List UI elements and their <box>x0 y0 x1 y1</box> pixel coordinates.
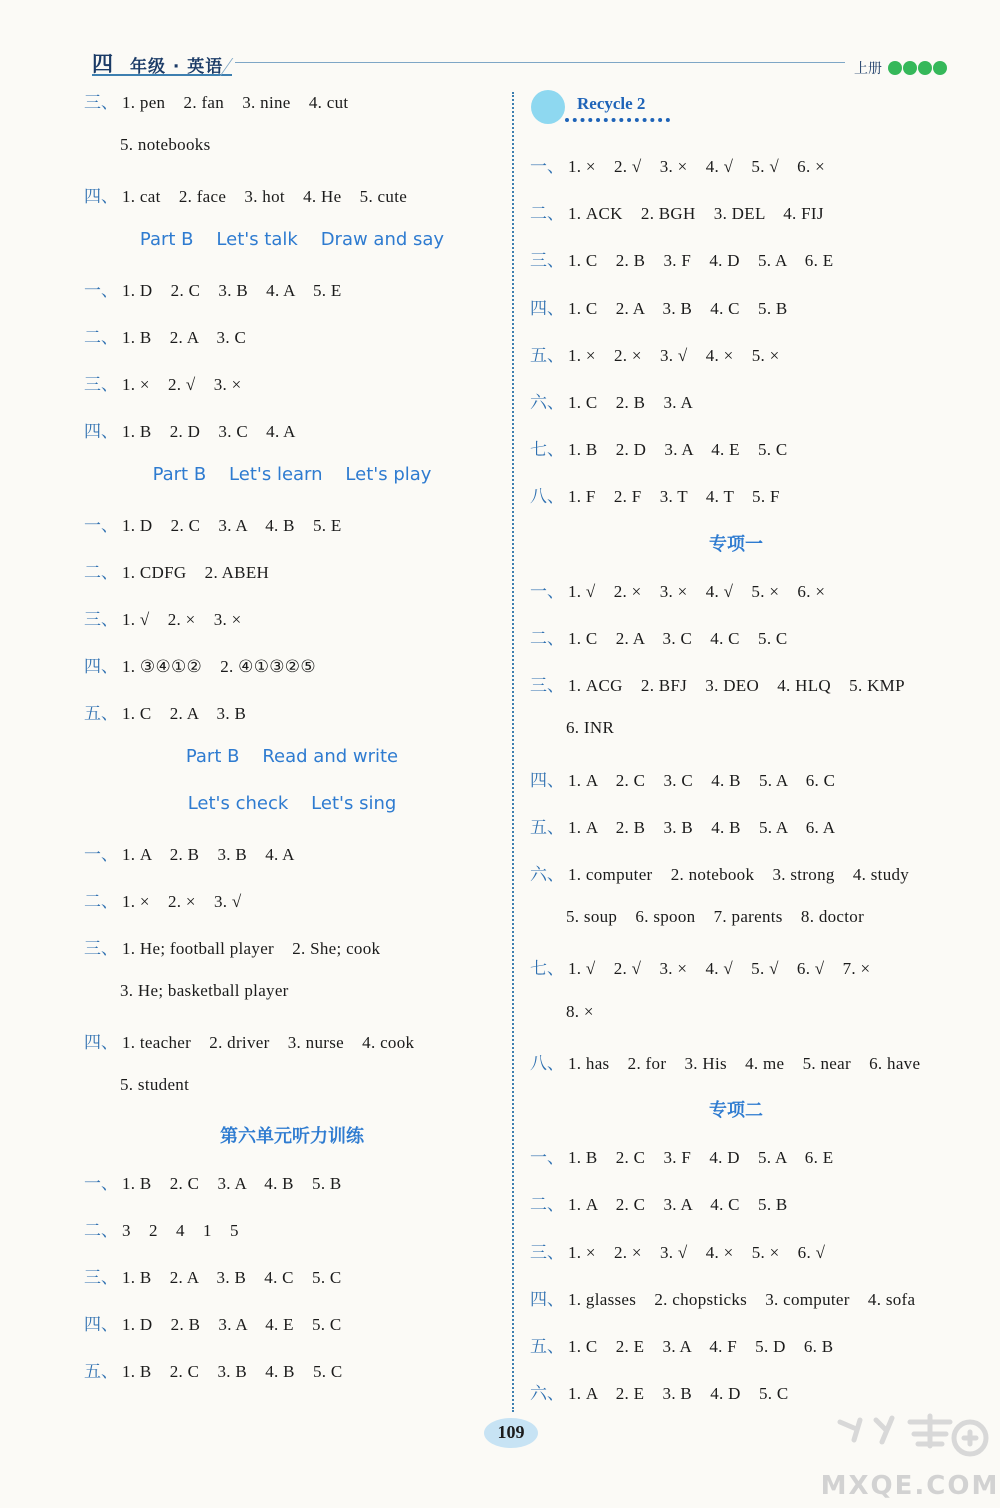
answer-text: 8. × <box>566 1001 594 1021</box>
question-number: 五、 <box>530 1337 564 1357</box>
question-number: 二、 <box>84 328 118 348</box>
answer-line <box>530 435 788 460</box>
question-number: 三、 <box>530 251 564 272</box>
answer-text: 1. D 2. C 3. B 4. A 5. E <box>122 281 342 300</box>
question-number: 四、 <box>84 1033 118 1053</box>
section-heading: Part B Read and write <box>185 746 399 767</box>
answer-text: 1. CDFG 2. ABEH <box>122 563 270 582</box>
answer-line <box>84 1169 342 1194</box>
answer-line <box>530 624 788 649</box>
answer-text: 1. A 2. C 3. C 4. B 5. A 6. C <box>568 770 836 790</box>
answer-line <box>530 246 833 271</box>
watermark-text: MXQE.COM <box>820 1471 1000 1501</box>
answer-line <box>530 1379 788 1404</box>
question-number: 一、 <box>84 845 118 865</box>
question-number: 四、 <box>84 657 118 677</box>
question-number: 五、 <box>530 817 564 838</box>
answer-text: 1. D 2. C 3. A 4. B 5. E <box>122 516 342 535</box>
answer-line <box>84 1357 343 1382</box>
question-number: 六、 <box>530 865 564 885</box>
recycle-title: Recycle 2 <box>577 94 646 113</box>
question-number: 八、 <box>530 487 564 508</box>
answer-text: 1. B 2. A 3. C <box>122 328 247 347</box>
section-heading: 专项一 <box>709 533 763 555</box>
answer-text: 1. A 2. E 3. B 4. D 5. C <box>568 1384 789 1404</box>
question-number: 三、 <box>84 939 118 959</box>
answer-line <box>566 718 614 738</box>
answer-text: 1. glasses 2. chopsticks 3. computer 4. sofa <box>568 1289 916 1309</box>
question-number: 五、 <box>84 704 118 724</box>
answer-text: 1. C 2. E 3. A 4. F 5. D 6. B <box>568 1337 834 1356</box>
answer-text: 1. B 2. C 3. A 4. B 5. B <box>122 1174 342 1193</box>
question-number: 八、 <box>530 1053 564 1074</box>
answer-text: 1. ACK 2. BGH 3. DEL 4. FIJ <box>568 204 824 224</box>
section-heading: 第六单元听力训练 <box>220 1126 364 1147</box>
answer-line <box>530 1190 788 1215</box>
answer-text: 5. soup 6. spoon 7. parents 8. doctor <box>566 907 865 927</box>
answer-line <box>84 1263 342 1288</box>
question-number: 一、 <box>84 516 118 536</box>
subject-label: 年级 · 英语 <box>130 57 224 77</box>
volume-dots-icon <box>888 61 947 75</box>
answer-line <box>84 182 407 207</box>
question-number: 三、 <box>84 93 118 113</box>
answer-line <box>84 417 296 442</box>
answer-text: 1. B 2. A 3. B 4. C 5. C <box>122 1268 342 1287</box>
answer-line <box>530 1143 833 1168</box>
answer-text: 1. has 2. for 3. His 4. me 5. near 6. have <box>568 1053 921 1073</box>
answer-text: 3 2 4 1 5 <box>122 1221 239 1240</box>
question-number: 四、 <box>530 298 564 319</box>
answer-text: 5. notebooks <box>120 135 211 154</box>
answer-text: 1. ACG 2. BFJ 3. DEO 4. HLQ 5. KMP <box>568 676 905 696</box>
answer-line <box>530 1049 920 1074</box>
column-divider <box>512 92 514 1412</box>
question-number: 三、 <box>84 610 118 630</box>
answer-line <box>530 482 780 507</box>
watermark-logo <box>820 1410 1000 1502</box>
question-number: 二、 <box>530 629 564 649</box>
recycle-dotted-underline <box>565 118 670 122</box>
answer-line <box>530 152 825 177</box>
question-number: 五、 <box>530 345 564 366</box>
answer-text: 1. × 2. √ 3. × 4. √ 5. √ 6. × <box>568 157 825 176</box>
answer-text: 1. √ 2. × 3. × <box>122 610 242 629</box>
section-heading: 专项二 <box>709 1100 763 1121</box>
question-number: 六、 <box>530 393 564 413</box>
answer-text: 1. C 2. A 3. B 4. C 5. B <box>568 298 788 318</box>
question-number: 七、 <box>530 440 564 461</box>
answer-text: 1. teacher 2. driver 3. nurse 4. cook <box>122 1033 415 1052</box>
answer-text: 1. × 2. × 3. √ 4. × 5. × 6. √ <box>568 1242 826 1262</box>
question-number: 一、 <box>530 581 564 602</box>
question-number: 三、 <box>84 375 118 395</box>
answer-text: 1. A 2. B 3. B 4. A <box>122 845 295 864</box>
answer-line <box>120 981 289 1001</box>
section-heading: Part B Let's learn Let's play <box>152 464 432 485</box>
question-number: 一、 <box>84 1174 118 1194</box>
answer-line <box>84 699 246 724</box>
answer-text: 1. B 2. D 3. A 4. E 5. C <box>568 440 788 460</box>
answer-line <box>530 294 788 319</box>
answer-text: 1. B 2. C 3. F 4. D 5. A 6. E <box>568 1148 834 1168</box>
answer-text: 3. He; basketball player <box>120 981 289 1000</box>
question-number: 一、 <box>530 157 564 177</box>
question-number: 三、 <box>84 1268 118 1288</box>
answer-text: 1. F 2. F 3. T 4. T 5. F <box>568 487 780 507</box>
answer-line <box>530 1332 833 1357</box>
question-number: 二、 <box>84 892 118 912</box>
answer-line <box>84 88 348 113</box>
question-number: 二、 <box>84 1221 118 1241</box>
header-underline <box>92 74 232 76</box>
answer-line <box>84 1310 342 1335</box>
header-rule <box>235 62 845 63</box>
question-number: 二、 <box>530 1195 564 1216</box>
answer-text: 1. × 2. × 3. √ <box>122 892 242 911</box>
answer-text: 1. B 2. D 3. C 4. A <box>122 422 296 441</box>
answer-line <box>530 954 870 979</box>
answer-text: 1. × 2. × 3. √ 4. × 5. × <box>568 345 780 365</box>
answer-line <box>530 860 909 885</box>
answer-text: 1. computer 2. notebook 3. strong 4. study <box>568 865 910 884</box>
answer-line <box>84 558 269 583</box>
answer-line <box>84 887 242 912</box>
answer-line <box>530 388 693 413</box>
answer-line <box>530 1285 915 1310</box>
section-heading: Part B Let's talk Draw and say <box>139 229 445 250</box>
answer-line <box>530 1238 825 1263</box>
answer-line <box>530 766 835 791</box>
question-number: 四、 <box>530 770 564 791</box>
answer-line <box>530 577 825 602</box>
question-number: 五、 <box>84 1362 118 1382</box>
answer-text: 1. × 2. √ 3. × <box>122 375 242 394</box>
answer-text: 1. C 2. A 3. C 4. C 5. C <box>568 629 788 648</box>
answer-text: 1. B 2. C 3. B 4. B 5. C <box>122 1362 343 1381</box>
question-number: 三、 <box>530 676 564 697</box>
answer-text: 1. C 2. B 3. A <box>568 393 694 412</box>
volume-label: 上册 <box>854 61 882 77</box>
question-number: 一、 <box>530 1148 564 1169</box>
question-number: 四、 <box>84 422 118 442</box>
question-number: 六、 <box>530 1384 564 1405</box>
answer-line <box>84 511 342 536</box>
answer-line <box>84 652 316 677</box>
answer-line <box>84 605 242 630</box>
answer-text: 1. He; football player 2. She; cook <box>122 939 381 958</box>
answer-line <box>120 1075 189 1095</box>
answer-line <box>530 671 905 696</box>
answer-line <box>84 1216 239 1241</box>
answer-text: 1. D 2. B 3. A 4. E 5. C <box>122 1315 342 1334</box>
answer-line <box>84 1028 414 1053</box>
question-number: 二、 <box>84 563 118 583</box>
answer-text: 1. C 2. B 3. F 4. D 5. A 6. E <box>568 251 834 271</box>
answer-text: 6. INR <box>566 718 615 738</box>
answer-text: 1. pen 2. fan 3. nine 4. cut <box>122 93 349 112</box>
answer-line <box>84 840 295 865</box>
answer-line <box>84 370 242 395</box>
question-number: 四、 <box>84 187 118 207</box>
answer-line <box>530 813 835 838</box>
answer-text: 1. ③④①② 2. ④①③②⑤ <box>122 657 316 676</box>
header-slash <box>220 58 252 76</box>
answer-line <box>84 323 246 348</box>
answer-line <box>566 907 864 927</box>
answer-line <box>84 276 342 301</box>
question-number: 二、 <box>530 204 564 225</box>
answer-text: 1. C 2. A 3. B <box>122 704 247 723</box>
section-heading: Let's check Let's sing <box>187 793 397 814</box>
answer-line <box>530 199 824 224</box>
answer-text: 1. √ 2. √ 3. × 4. √ 5. √ 6. √ 7. × <box>568 959 871 979</box>
page-number: 109 <box>497 1422 525 1442</box>
answer-text: 1. √ 2. × 3. × 4. √ 5. × 6. × <box>568 581 826 601</box>
answer-line <box>530 341 779 366</box>
question-number: 四、 <box>84 1315 118 1335</box>
answer-line <box>566 1002 594 1022</box>
question-number: 一、 <box>84 281 118 301</box>
answer-text: 1. A 2. C 3. A 4. C 5. B <box>568 1195 788 1215</box>
answer-text: 5. student <box>120 1075 190 1094</box>
answer-line <box>84 934 380 959</box>
answer-text: 1. A 2. B 3. B 4. B 5. A 6. A <box>568 817 836 837</box>
question-number: 三、 <box>530 1242 564 1263</box>
question-number: 七、 <box>530 959 564 980</box>
answer-text: 1. cat 2. face 3. hot 4. He 5. cute <box>122 187 408 206</box>
recycle-circle-icon <box>531 90 565 124</box>
question-number: 四、 <box>530 1289 564 1310</box>
answer-line <box>120 135 210 155</box>
grade-label: 四 <box>92 52 113 76</box>
